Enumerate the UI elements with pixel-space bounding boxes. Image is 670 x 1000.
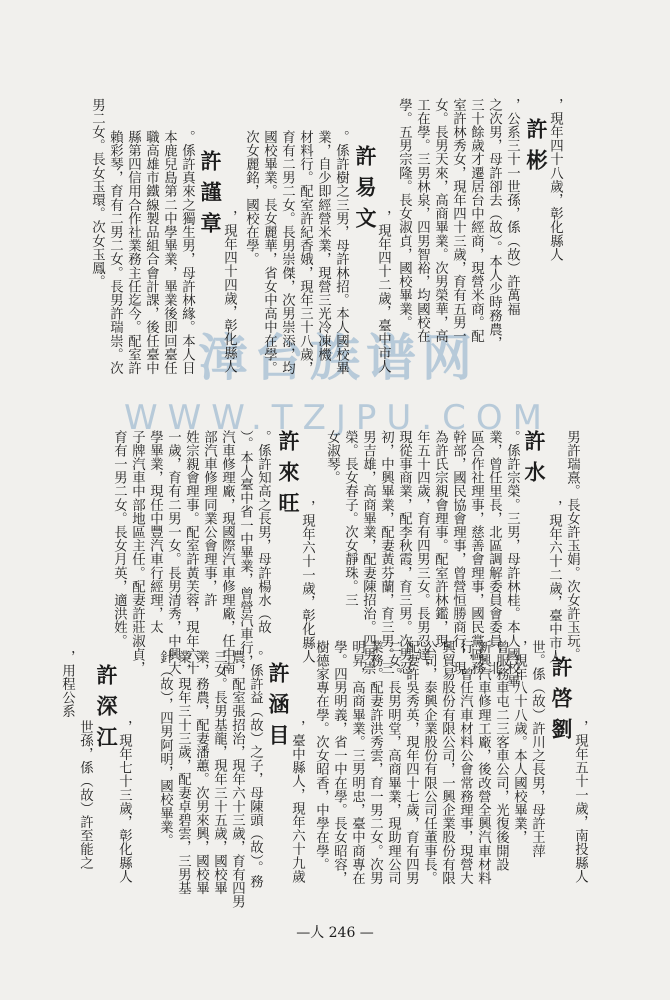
entry-col: 初，中興畢業，配妻黃芬蘭，育三男。三: [378, 430, 394, 675]
entry-col: 年五十四歲，育有四男三女。長男忍達，: [414, 430, 430, 675]
entry-col: 子牌汽車中部地區主任。配妻許莊淑貞，: [129, 430, 145, 675]
entry-col: 榮。長女春子。次女靜珠。三: [342, 430, 358, 607]
entry-col: 女。長男天來，高商畢業。次男榮華，高: [432, 98, 448, 343]
entry-col: 姓宗親會理事。配室許黃芙蓉，現年六十: [183, 430, 199, 675]
entry-col: 區合作社理事，慈善會理事，國民黨區務: [468, 430, 484, 675]
entry-col: 公司，泰興企業股份有限公司任董事長。: [421, 640, 437, 885]
entry-col: 明昇，高商畢業。三男明忠，臺中商專在: [349, 640, 365, 885]
entry-col: ，現年五十一歲，南投縣人: [572, 720, 588, 884]
entry-col: 學。五男宗隆。長女淑貞，國校畢業。: [396, 98, 412, 330]
entry-col: 縣第四信用合作社業務主任迄今。配室許: [125, 130, 141, 375]
entry-col: 學。四男明義，省一中在學。長女昭容，: [331, 640, 347, 885]
entry-col: ）。本人臺中省一中畢業，曾營汽車行，: [237, 430, 253, 669]
entry-name-xu-laiwang: 許來旺: [276, 430, 301, 523]
entry-col: 育有一男二女。長女月英，適洪姓。: [111, 430, 127, 648]
entry-col: ，公系三十一世孫，係（故）許萬福: [504, 98, 520, 316]
entry-col: 女淑琴。: [324, 430, 340, 485]
entry-col: 賴彩琴，育有二男二女。長男許瑞崇。次: [107, 130, 123, 375]
entry-col: ，現年四十二歲，臺中市人: [375, 210, 391, 374]
entry-col: 業，現年三十三歲，配妻卓碧雲，三男基: [175, 650, 191, 895]
entry-name-xu-yiwen: 許易文: [353, 145, 378, 238]
entry-col: 二女。長男明堂，高商畢業，現助理公司: [385, 640, 401, 885]
entry-name-xu-jinzhang: 許謹章: [198, 150, 223, 243]
entry-col: 。係許知高之長男，母許楊水（故: [255, 430, 271, 634]
entry-name-xu-hanmu: 許涵目: [266, 662, 291, 755]
entry-col: 興貿易股份有限公司，一興企業股份有限: [439, 640, 455, 885]
entry-col: 三女。長男基龍，現年三十五歲，國校畢: [211, 650, 227, 895]
entry-col: 本鹿兒島第二中學畢業，畢業後即回臺任: [161, 130, 177, 375]
entry-col: 學畢業，現任中豐汽車行經理，太: [147, 430, 163, 634]
entry-col: 業，自少即經營米業，現營三光冷凍機: [315, 130, 331, 362]
entry-col: 樹德家專在學。次女昭香，中學在學。: [313, 640, 329, 872]
entry-col: 。係許益（故）之子，母陳頭（故）。務: [247, 650, 263, 889]
entry-col: ，現年六十二歲，臺中市人: [546, 500, 562, 664]
entry-col: 業，曾任里長，北區調解委員會委員，北: [486, 430, 502, 675]
entry-col: 材料行。配室許紀香娥，現年三十八歲，: [297, 130, 313, 375]
entry-col: 曾服務車屯二三客車公司，光復後開設: [493, 640, 509, 872]
entry-col: 國校畢業。長女麗華，省女中高中在學。: [261, 130, 277, 375]
entry-col: 。係許樹之三男，母許林招。本人國校畢: [333, 130, 349, 375]
entry-col: 男吉雄，高商畢業，配妻陳招治。四男崇: [360, 430, 376, 675]
entry-col: 育有二男二女。長男崇傑，次男崇添，均: [279, 130, 295, 375]
entry-col: ，現年八十八歲。本人國校畢業，: [511, 640, 527, 844]
entry-col: 一歲，育有二男一女。長男清秀，中興大: [165, 430, 181, 675]
entry-col: 針（故），四男阿明，國校畢業。: [157, 650, 173, 848]
entry-col: 世。係（故）許川之長男，母許王萍: [529, 640, 545, 858]
entry-col: 幹部，國民協會理事，曾營恒勝商行，現: [450, 430, 466, 675]
entry-col: ，臺中縣人，現年六十九歲: [289, 720, 305, 884]
entry-col: ，現年四十八歲，彰化縣人: [547, 98, 563, 262]
entry-name-xu-bin: 許彬: [524, 118, 549, 180]
watermark-url: WWW.TZJPU.COM: [124, 398, 552, 438]
entry-col: 業務。配妻許洪秀雲，育一男二女。次男: [367, 640, 383, 885]
entry-col: 男許瑞熹。長女許玉娟。次女許玉玩。: [564, 430, 580, 662]
entry-col: 室許林秀女，現年四十三歲，育有五男一: [450, 98, 466, 343]
entry-col: 之次男，母許卻去（故）。本人少時務農，: [486, 98, 502, 350]
entry-col: 農，配室張招治，現年六十三歲，育有四男: [229, 650, 245, 909]
entry-col: 職高雄市鐵線製品組合會計課，後任臺中: [143, 130, 159, 375]
entry-name-xu-shenjiang: 許深江: [94, 664, 119, 757]
page-number: —人 246 —: [296, 925, 374, 941]
entry-name-xu-qiliu: 許啓劉: [549, 656, 574, 749]
entry-col: ，現年七十三歲，彰化縣人: [116, 720, 132, 884]
entry-col: ，現年六十一歲，彰化縣人: [299, 500, 315, 664]
entry-col: 配妻許吳秀英，現年四十七歲，育有四男: [403, 640, 419, 885]
entry-name-xu-shui: 許水: [522, 430, 547, 492]
entry-col: 汽車修理廠，現國際汽車修理廠，任中南: [219, 430, 235, 675]
entry-col: 行，曾任汽車材料公會常務理事，現營大: [457, 640, 473, 885]
entry-col: ，用程公系: [59, 650, 75, 718]
entry-col: 部汽車修理同業公會理事，許: [201, 430, 217, 607]
entry-col: 新興汽車修理工廠，後改營全興汽車材料: [475, 640, 491, 885]
entry-col: 。係許真來之獨生男，母許林緣。本人日: [179, 130, 195, 375]
entry-col: 次女麗銘，國校在學。: [243, 130, 259, 266]
entry-col: ，現年四十四歲，彰化縣人: [221, 210, 237, 374]
entry-col: 業，務農，配妻潘蕙。次男來興，國校畢: [193, 650, 209, 895]
entry-col: 現從事商業，配李秋霞，育三男。次男忍: [396, 430, 412, 675]
entry-col: 工在學。三男林泉，四男智裕，均國校在: [414, 98, 430, 343]
entry-col: 三十餘歲才遷居台中經商，現營米商。配: [468, 98, 484, 343]
entry-col: 為許氏宗親會理事。配室許林鑑，現: [432, 430, 448, 648]
entry-col: 男二女。長女玉環。次女玉鳳。: [89, 98, 105, 289]
entry-col: 世孫，係（故）許至能之: [77, 720, 93, 870]
entry-col: 。係許宗榮。三男，母許林桂。本人國校畢: [504, 430, 520, 689]
watermark-text: 漳台族谱网: [198, 329, 478, 387]
